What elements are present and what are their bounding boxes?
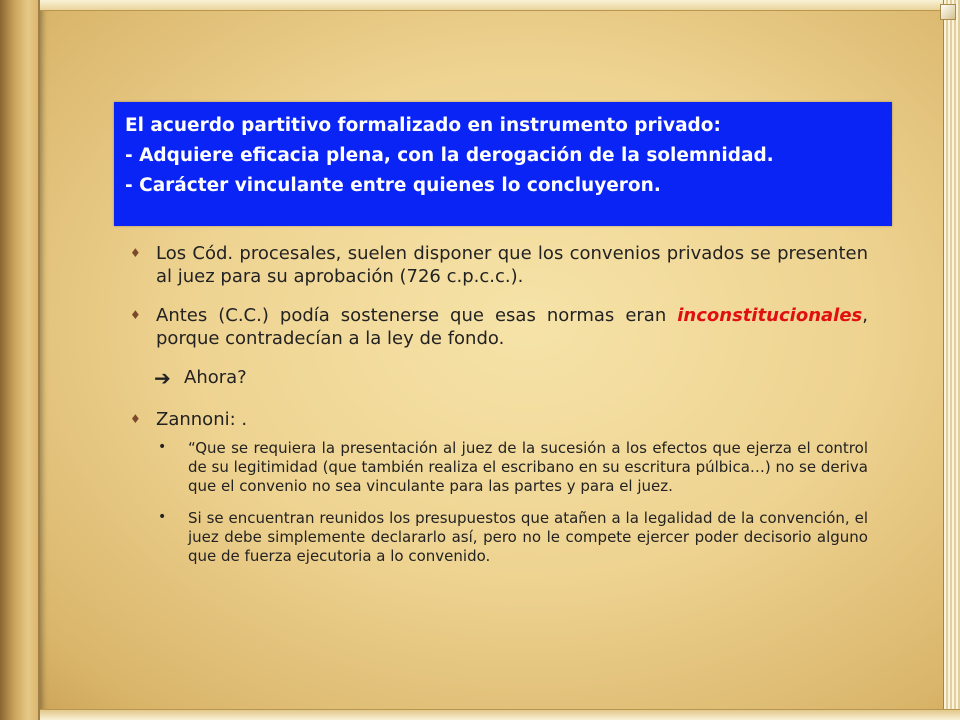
bullet-text-before: Antes (C.C.) podía sostenerse que esas normas eran bbox=[156, 305, 678, 326]
subbullet-text: Si se encuentran reunidos los presupuestos que atañen a la legalidad de la convención, el juez debe simplemente declararlo así, pero no le compete ejercer poder decisorio alguno que de fuerza ejecutoria a lo convenido. bbox=[188, 509, 868, 565]
right-arrow-icon: ➔ bbox=[154, 366, 171, 390]
page-corner bbox=[940, 4, 956, 20]
book-spine bbox=[0, 0, 40, 720]
arrow-item bbox=[154, 366, 868, 390]
title-line-1: El acuerdo partitivo formalizado en instrumento privado: bbox=[125, 115, 721, 136]
diamond-bullet-icon: ♦ bbox=[130, 308, 141, 322]
bullet-text-after: , porque contradecían a la ley de fondo. bbox=[156, 305, 868, 349]
bullet-antes bbox=[130, 304, 868, 350]
title-line-2: - Adquiere eficacia plena, con la derogación de la solemnidad. bbox=[125, 145, 774, 166]
highlight-word: inconstitucionales bbox=[677, 305, 863, 326]
slide-content bbox=[130, 242, 868, 579]
bullet-text: Zannoni: . bbox=[156, 409, 248, 430]
bullet-text: Los Cód. procesales, suelen disponer que los convenios privados se presenten al juez para su aprobación (726 c.p.c.c.). bbox=[156, 243, 868, 287]
bullet-zannoni bbox=[130, 408, 868, 431]
arrow-item-text: Ahora? bbox=[184, 367, 247, 388]
subbullet-text: “Que se requiera la presentación al juez de la sucesión a los efectos que ejerza el control de su legitimidad (que también realiza el escribano en su escritura púlbica…) no se deriva que el convenio no sea vinculante para las partes y para el juez. bbox=[188, 439, 868, 495]
title-box bbox=[114, 102, 892, 226]
dot-bullet-icon: • bbox=[158, 439, 167, 455]
title-line-3: - Carácter vinculante entre quienes lo concluyeron. bbox=[125, 175, 661, 196]
dot-bullet-icon: • bbox=[158, 509, 167, 525]
page-edge-right bbox=[943, 0, 960, 720]
diamond-bullet-icon: ♦ bbox=[130, 412, 141, 426]
page-edge-top bbox=[40, 0, 960, 11]
diamond-bullet-icon: ♦ bbox=[130, 246, 141, 260]
bullet-procesales bbox=[130, 242, 868, 288]
subbullet-1 bbox=[154, 439, 868, 496]
subbullet-2 bbox=[154, 509, 868, 566]
spine-divider bbox=[38, 0, 40, 720]
page-edge-bottom bbox=[40, 709, 960, 720]
